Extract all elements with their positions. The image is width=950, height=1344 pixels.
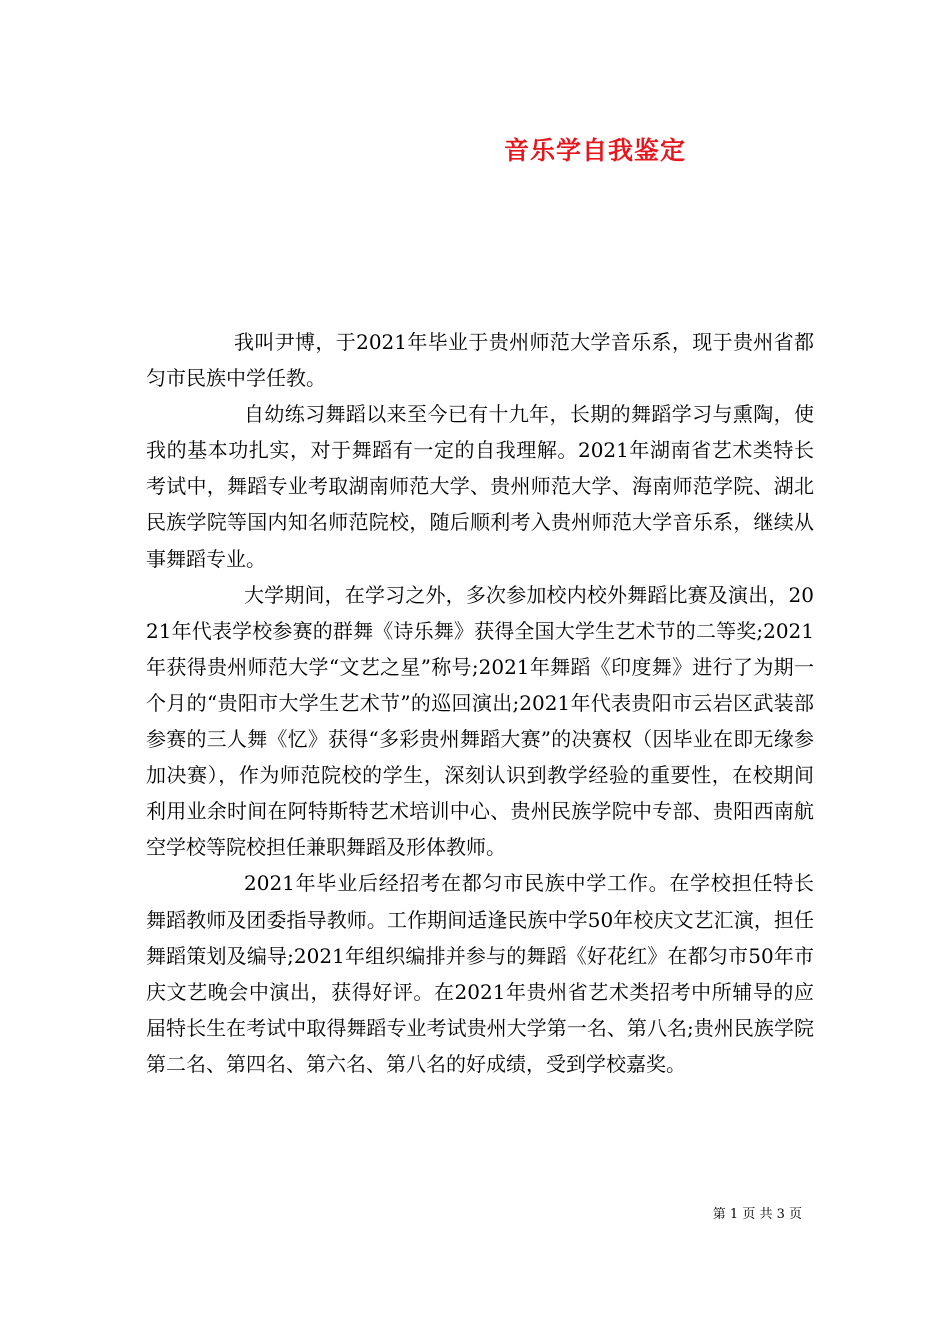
paragraph-1: 我叫尹博，于2021年毕业于贵州师范大学音乐系，现于贵州省都匀市民族中学任教。: [146, 330, 814, 391]
paragraph-2: 自幼练习舞蹈以来至今已有十九年，长期的舞蹈学习与熏陶，使我的基本功扎实，对于舞蹈有一定的自我理解。2021年湖南省艺术类特长考试中，舞蹈专业考取湖南师范大学、贵州师范大学、海南师范学院、湖北民族学院等国内知名师范院校，随后顺利考入贵州师范大学音乐系，继续从事舞蹈专业。: [146, 402, 814, 571]
document-body: [146, 324, 814, 1082]
document-title: 音乐学自我鉴定: [503, 136, 686, 165]
paragraph-4: 2021年毕业后经招考在都匀市民族中学工作。在学校担任特长舞蹈教师及团委指导教师。工作期间适逢民族中学50年校庆文艺汇演，担任舞蹈策划及编导;2021年组织编排并参与的舞蹈《好花红》在都匀市50年市庆文艺晚会中演出，获得好评。在2021年贵州省艺术类招考中所辅导的应届特长生在考试中取得舞蹈专业考试贵州大学第一名、第八名;贵州民族学院第二名、第四名、第六名、第八名的好成绩，受到学校嘉奖。: [146, 871, 814, 1076]
page-number-footer: 第 1 页 共 3 页: [712, 1207, 802, 1222]
paragraph-3: 大学期间，在学习之外，多次参加校内校外舞蹈比赛及演出，2021年代表学校参赛的群舞《诗乐舞》获得全国大学生艺术节的二等奖;2021年获得贵州师范大学“文艺之星”称号;2021年舞蹈《印度舞》进行了为期一个月的“贵阳市大学生艺术节”的巡回演出;2021年代表贵阳市云岩区武装部参赛的三人舞《忆》获得“多彩贵州舞蹈大赛”的决赛权（因毕业在即无缘参加决赛），作为师范院校的学生，深刻认识到教学经验的重要性，在校期间利用业余时间在阿特斯特艺术培训中心、贵州民族学院中专部、贵阳西南航空学校等院校担任兼职舞蹈及形体教师。: [146, 582, 814, 860]
